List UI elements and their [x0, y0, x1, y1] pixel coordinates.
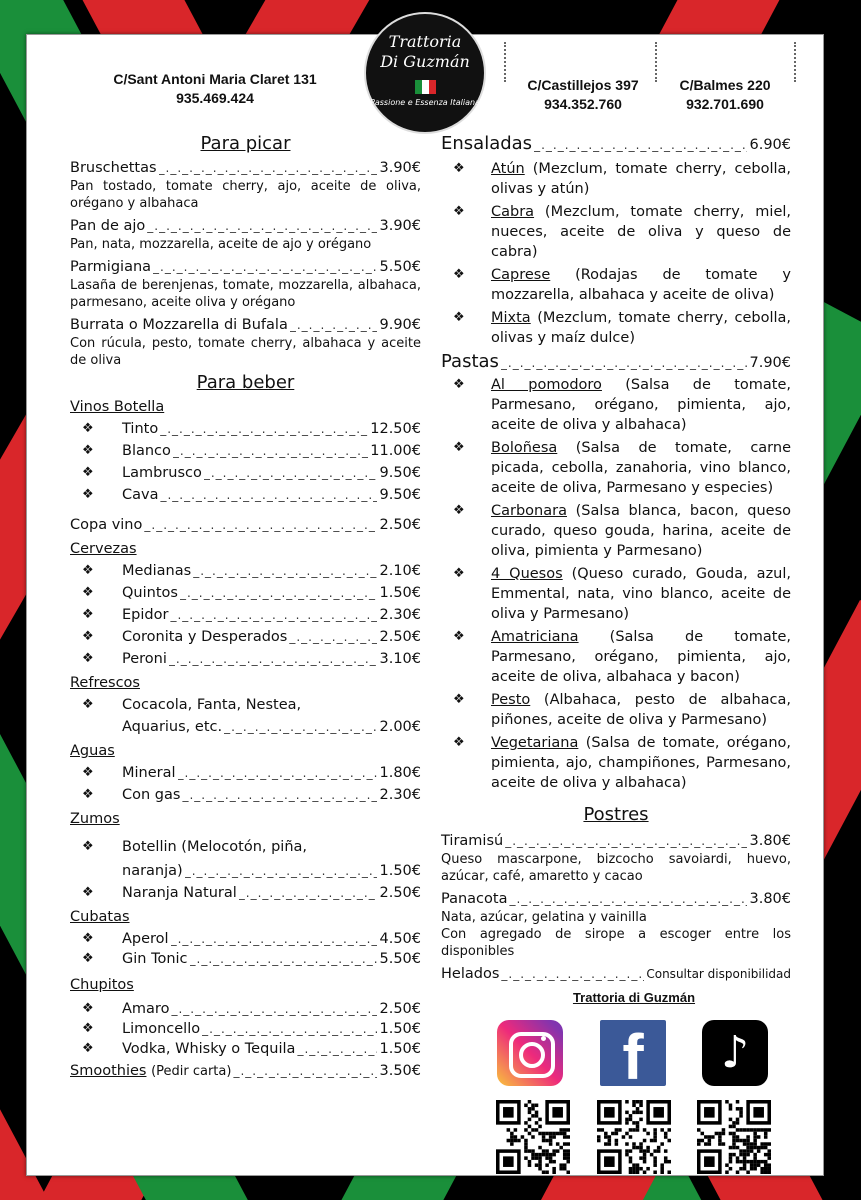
qr-code-tiktok[interactable] — [697, 1100, 771, 1174]
divider — [794, 42, 796, 82]
qr-code-instagram[interactable] — [496, 1100, 570, 1174]
divider — [504, 42, 506, 82]
section-title-pastas: Pastas _._._ 7.90€ — [441, 352, 791, 373]
menu-item: ❖ Medianas _._._ 2.10€ — [70, 561, 421, 581]
menu-item-line: ❖ Cocacola, Fanta, Nestea, — [70, 695, 421, 715]
item-description: Queso mascarpone, bizcocho savoiardi, huevo, azúcar, café, amaretto y cacao — [441, 852, 791, 884]
subsection-aguas: Aguas — [70, 743, 115, 759]
menu-item: Helados _._._ Consultar disponibilidad — [441, 964, 791, 984]
subsection-chupitos: Chupitos — [70, 977, 134, 993]
list-item: ❖ Atún (Mezclum, tomate cherry, cebolla, olivas y atún) — [441, 159, 791, 199]
tiktok-icon[interactable] — [702, 1020, 768, 1086]
item-description: Nata, azúcar, gelatina y vainilla — [441, 910, 647, 925]
address-left — [98, 70, 332, 108]
menu-item-smoothies: Smoothies (Pedir carta) _._._ 3.50€ — [70, 1061, 421, 1082]
item-description: Con rúcula, pesto, tomate cherry, albahaca y aceite de oliva — [70, 336, 421, 368]
list-item: ❖ Al pomodoro (Salsa de tomate, Parmesano, orégano, pimienta, ajo, aceite de oliva y albahaca) — [441, 375, 791, 435]
section-title-para-beber: Para beber — [196, 372, 295, 393]
list-item: ❖ Carbonara (Salsa blanca, bacon, queso curado, queso gouda, harina, aceite de oliva, pimienta y Parmesano) — [441, 501, 791, 561]
menu-item: ❖ Gin Tonic _._._ 5.50€ — [70, 949, 421, 969]
menu-item: naranja) _._._ 1.50€ — [70, 861, 421, 881]
address-left-street: C/Sant Antoni Maria Claret 131 — [113, 71, 317, 87]
section-title-para-picar: Para picar — [200, 133, 291, 154]
list-item: ❖ Boloñesa (Salsa de tomate, carne picada, cebolla, zanahoria, vino blanco, aceite de oliva, Parmesano y especies) — [441, 438, 791, 498]
address-right — [660, 76, 790, 114]
item-description: Lasaña de berenjenas, tomate, mozzarella, albahaca, parmesano, aceite oliva y orégano — [70, 278, 421, 310]
item-description: Con agregado de sirope a escoger entre los disponibles — [441, 927, 791, 959]
divider — [655, 42, 657, 82]
menu-item-line: ❖ Botellin (Melocotón, piña, — [70, 837, 421, 857]
subsection-vinos: Vinos Botella — [70, 399, 165, 415]
menu-item: Pan de ajo _._._ 3.90€ — [70, 216, 421, 236]
menu-item: ❖ Quintos _._._ 1.50€ — [70, 583, 421, 603]
menu-item: ❖ Tinto _._._ 12.50€ — [70, 419, 421, 439]
item-description: Pan, nata, mozzarella, aceite de ajo y orégano — [70, 237, 372, 252]
item-description: Pan tostado, tomate cherry, ajo, aceite de oliva, orégano y albahaca — [70, 179, 421, 211]
section-title-postres: Postres — [583, 804, 649, 825]
menu-item: Bruschettas _._._ 3.90€ — [70, 158, 421, 178]
menu-item: Panacota _._._ 3.80€ — [441, 889, 791, 909]
menu-item: Aquarius, etc. _._._ 2.00€ — [70, 717, 421, 737]
subsection-cubatas: Cubatas — [70, 909, 130, 925]
menu-item: Copa vino _._._ 2.50€ — [70, 515, 421, 535]
menu-item: ❖ Blanco _._._ 11.00€ — [70, 441, 421, 461]
italian-flag-icon — [415, 80, 436, 94]
list-item: ❖ Cabra (Mezclum, tomate cherry, miel, nueces, aceite de oliva y queso de cabra) — [441, 202, 791, 262]
menu-item: ❖ Cava _._._ 9.50€ — [70, 485, 421, 505]
subsection-refrescos: Refrescos — [70, 675, 140, 691]
instagram-icon[interactable] — [497, 1020, 563, 1086]
menu-item: Burrata o Mozzarella di Bufala _._._ 9.90€ — [70, 315, 421, 335]
menu-item: ❖ Mineral _._._ 1.80€ — [70, 763, 421, 783]
facebook-glyph: f — [622, 1021, 644, 1086]
list-item: ❖ 4 Quesos (Queso curado, Gouda, azul, Emmental, nata, vino blanco, aceite de oliva y Parmesano) — [441, 564, 791, 624]
menu-item: ❖ Vodka, Whisky o Tequila _._._ 1.50€ — [70, 1039, 421, 1059]
address-left-phone: 935.469.424 — [176, 90, 254, 106]
facebook-icon[interactable] — [600, 1020, 666, 1086]
menu-item: ❖ Limoncello _._._ 1.50€ — [70, 1019, 421, 1039]
list-item: ❖ Pesto (Albahaca, pesto de albahaca, piñones, aceite de oliva y Parmesano) — [441, 690, 791, 730]
left-column — [70, 128, 421, 1082]
logo-line-2: Di Guzmán — [380, 52, 470, 71]
logo-line-1: Trattoria — [388, 32, 462, 51]
subsection-zumos: Zumos — [70, 811, 120, 827]
tiktok-glyph: ♪ — [720, 1027, 750, 1078]
address-middle — [508, 76, 658, 114]
address-middle-street: C/Castillejos 397 — [527, 77, 639, 93]
list-item: ❖ Vegetariana (Salsa de tomate, orégano, pimienta, ajo, champiñones, Parmesano, aceite de oliva y albahaca) — [441, 733, 791, 793]
list-item: ❖ Mixta (Mezclum, tomate cherry, cebolla, olivas y maíz dulce) — [441, 308, 791, 348]
brand-name: Trattoria di Guzmán — [572, 990, 696, 1005]
section-title-ensaladas: Ensaladas _._._ 6.90€ — [441, 134, 791, 155]
menu-item: ❖ Con gas _._._ 2.30€ — [70, 785, 421, 805]
logo-text — [366, 32, 484, 72]
list-item: ❖ Caprese (Rodajas de tomate y mozzarella, albahaca y aceite de oliva) — [441, 265, 791, 305]
menu-item: Parmigiana _._._ 5.50€ — [70, 257, 421, 277]
qr-code-facebook[interactable] — [597, 1100, 671, 1174]
menu-item: ❖ Epidor _._._ 2.30€ — [70, 605, 421, 625]
address-middle-phone: 934.352.760 — [544, 96, 622, 112]
list-item: ❖ Amatriciana (Salsa de tomate, Parmesano, orégano, pimienta, ajo, aceite de oliva, albahaca y bacon) — [441, 627, 791, 687]
menu-item: ❖ Coronita y Desperados _._._ 2.50€ — [70, 627, 421, 647]
logo-tagline: Passione e Essenza Italiana — [370, 98, 480, 107]
menu-item: Tiramisú _._._ 3.80€ — [441, 831, 791, 851]
restaurant-logo — [364, 12, 486, 134]
menu-item: ❖ Aperol _._._ 4.50€ — [70, 929, 421, 949]
right-column — [441, 134, 791, 984]
subsection-cervezas: Cervezas — [70, 541, 137, 557]
address-right-phone: 932.701.690 — [686, 96, 764, 112]
address-right-street: C/Balmes 220 — [679, 77, 771, 93]
menu-item: ❖ Amaro _._._ 2.50€ — [70, 999, 421, 1019]
menu-item: ❖ Naranja Natural _._._ 2.50€ — [70, 883, 421, 903]
menu-item: ❖ Lambrusco _._._ 9.50€ — [70, 463, 421, 483]
menu-item: ❖ Peroni _._._ 3.10€ — [70, 649, 421, 669]
